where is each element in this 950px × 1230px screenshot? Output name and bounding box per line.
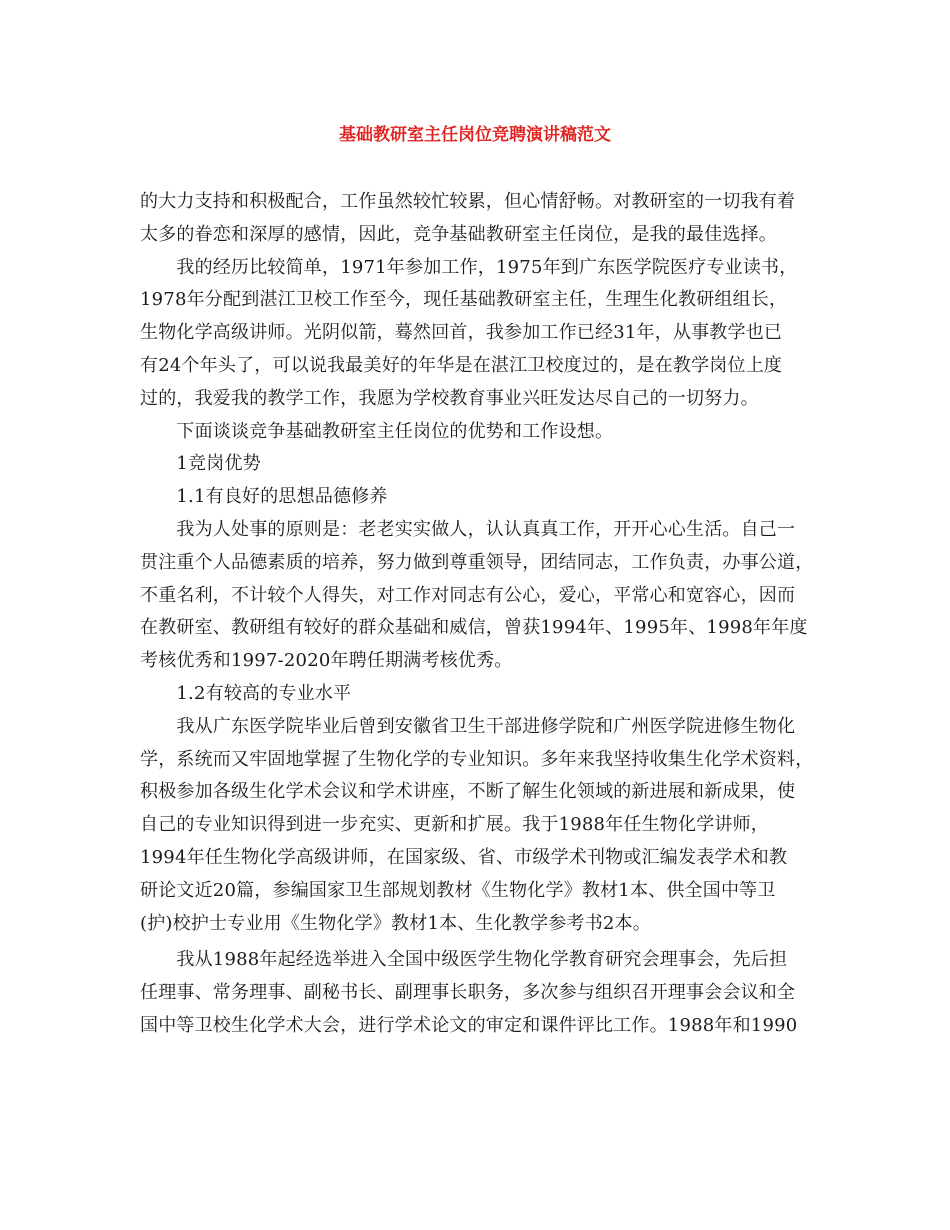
body-line: 我的经历比较简单，1971年参加工作，1975年到广东医学院医疗专业读书，	[140, 256, 798, 278]
body-line: 我为人处事的原则是：老老实实做人，认认真真工作，开开心心生活。自己一	[140, 518, 796, 540]
body-line: 1978年分配到湛江卫校工作至今，现任基础教研室主任，生理生化教研组组长，	[140, 289, 788, 311]
document-body	[140, 186, 820, 1043]
body-line: 的大力支持和积极配合，工作虽然较忙较累，但心情舒畅。对教研室的一切我有着	[140, 191, 796, 212]
body-line: 考核优秀和1997-2020年聘任期满考核优秀。	[140, 650, 513, 672]
body-line: 下面谈谈竞争基础教研室主任岗位的优势和工作设想。	[140, 420, 614, 442]
body-line: 有24个年头了，可以说我最美好的年华是在湛江卫校度过的，是在教学岗位上度	[140, 354, 783, 376]
body-line: 研论文近20篇，参编国家卫生部规划教材《生物化学》教材1本、供全国中等卫	[140, 879, 776, 901]
body-line: 自己的专业知识得到进一步充实、更新和扩展。我于1988年任生物化学讲师，	[140, 814, 770, 836]
body-line: 国中等卫校生化学术大会，进行学术论文的审定和课件评比工作。1988年和1990	[140, 1014, 798, 1036]
subsection-heading: 1.2有较高的专业水平	[140, 682, 352, 704]
body-line: 贯注重个人品德素质的培养，努力做到尊重领导，团结同志，工作负责，办事公道，	[140, 551, 814, 573]
body-line: 任理事、常务理事、副秘书长、副理事长职务，多次参与组织召开理事会会议和全	[140, 982, 796, 1004]
body-line: 过的，我爱我的教学工作，我愿为学校教育事业兴旺发达尽自己的一切努力。	[140, 387, 759, 409]
body-line: (护)校护士专业用《生物化学》教材1本、生化教学参考书2本。	[140, 912, 651, 934]
body-line: 积极参加各级生化学术会议和学术讲座，不断了解生化领域的新进展和新成果，使	[140, 781, 796, 803]
subsection-heading: 1.1有良好的思想品德修养	[140, 486, 388, 508]
document-title: 基础教研室主任岗位竞聘演讲稿范文	[339, 125, 611, 145]
body-line: 我从1988年起经选举进入全国中级医学生物化学教育研究会理事会，先后担	[140, 949, 788, 971]
body-line: 太多的眷恋和深厚的感情，因此，竞争基础教研室主任岗位，是我的最佳选择。	[140, 223, 777, 245]
body-line: 不重名利，不计较个人得失，对工作对同志有公心，爱心，平常心和宽容心，因而	[140, 584, 796, 606]
body-line: 在教研室、教研组有较好的群众基础和威信，曾获1994年、1995年、1998年年度	[140, 617, 808, 639]
body-line: 学，系统而又牢固地掌握了生物化学的专业知识。多年来我坚持收集生化学术资料，	[140, 748, 814, 770]
body-line: 生物化学高级讲师。光阴似箭，蓦然回首，我参加工作已经31年，从事教学也已	[140, 322, 783, 344]
body-line: 1994年任生物化学高级讲师，在国家级、省、市级学术刊物或汇编发表学术和教	[140, 846, 788, 868]
body-line: 我从广东医学院毕业后曾到安徽省卫生干部进修学院和广州医学院进修生物化	[140, 715, 796, 737]
section-heading: 1竞岗优势	[140, 453, 261, 475]
